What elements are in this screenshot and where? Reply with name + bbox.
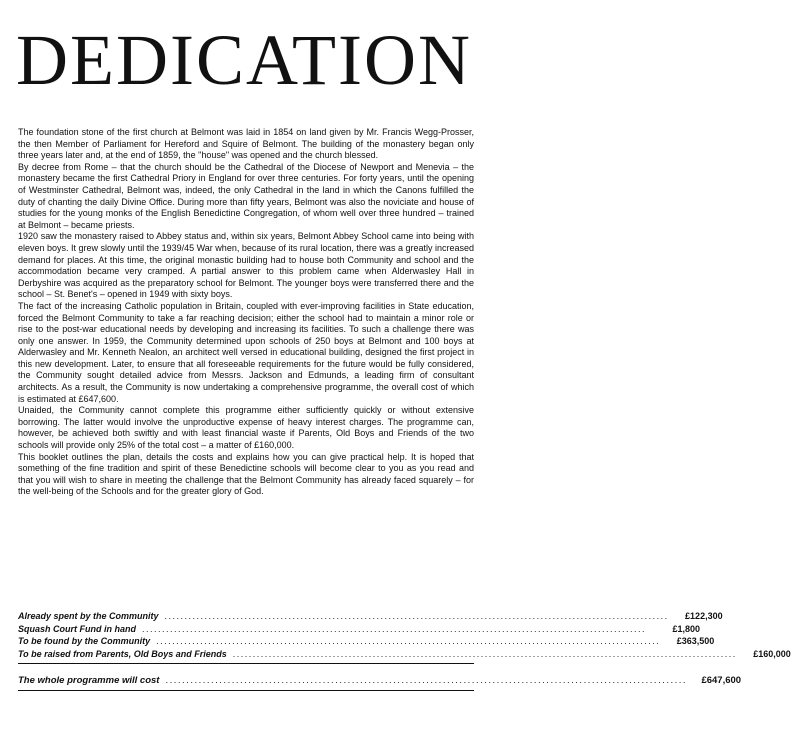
leader-dots: .............................................................................................................................. xyxy=(232,648,737,659)
paragraph: The foundation stone of the first church at Belmont was laid in 1854 on land given by Mr. Francis Wegg-Prosser, the then Member of Parliament for Hereford and Squire of Belmont. The building of the monastery began only three years later and, at the end of 1859, the "house" was opened and the church blessed. xyxy=(18,127,474,161)
cost-amount: £363,500 xyxy=(676,636,715,646)
cost-row xyxy=(18,648,791,661)
cost-amount: £122,300 xyxy=(685,611,723,621)
divider-top xyxy=(18,663,474,664)
leader-dots: .............................................................................................................................. xyxy=(164,611,669,621)
cost-label: Already spent by the Community xyxy=(18,611,159,621)
page-title: DEDICATION xyxy=(16,20,472,100)
leader-dots: .............................................................................................................................. xyxy=(156,636,661,646)
divider-bottom xyxy=(18,690,474,691)
paragraph: The fact of the increasing Catholic population in Britain, coupled with ever-improving facilities in State education, forced the Belmont Community to take a far reaching decision; either the school had to maintain a minor role or rise to the post-war educational needs by developing and increasing its facilities. To such a challenge there was only one answer. In 1959, the Community determined upon schools of 250 boys at Belmont and 100 boys at Alderwasley and Mr. Kenneth Nealon, an architect well versed in educational building, designed the first project in this new development. Later, to ensure that all foreseeable requirements for the future would be fully considered, the Community sought detailed advice from Messrs. Jackson and Edmunds, a leading firm of consultant architects. As a result, the Community is now undertaking a comprehensive programme, the overall cost of which is estimated at £647,600. xyxy=(18,300,474,404)
cost-table xyxy=(18,610,791,660)
total-amount: £647,600 xyxy=(701,675,742,686)
cost-row xyxy=(18,623,701,636)
cost-amount: £1,800 xyxy=(672,623,701,634)
total-row xyxy=(18,675,742,687)
leader-dots: .............................................................................................................................. xyxy=(165,675,688,686)
paragraph: 1920 saw the monastery raised to Abbey status and, within six years, Belmont Abbey School came into being with eleven boys. It grew slowly until the 1939/45 War when, because of its rural location, there was a greatly increased demand for places. At this time, the original monastic building had to house both Community and school and the accommodation became very cramped. A partial answer to this problem came when Alderwasley Hall in Derbyshire was acquired as the preparatory school for Belmont. The younger boys were transferred there and the school – St. Benet's – opened in 1949 with sixty boys. xyxy=(18,231,474,300)
cost-label: Squash Court Fund in hand xyxy=(18,623,136,634)
cost-row xyxy=(18,635,715,648)
cost-amount: £160,000 xyxy=(753,648,791,659)
body-text xyxy=(18,127,474,498)
cost-label: To be raised from Parents, Old Boys and Friends xyxy=(18,648,227,659)
paragraph: By decree from Rome – that the church should be the Cathedral of the Diocese of Newport and Menevia – the monastery became the first Cathedral Priory in England for over three centuries. For forty years, until the opening of Westminster Cathedral, Belmont was, indeed, the only Cathedral in the land in which the Canons fulfilled the duty of chanting the daily Divine Office. During more than fifty years, Belmont was also the noviciate and house of studies for the young monks of the English Benedictine Congregation, of whom well over three hundred – trained at Belmont – became priests. xyxy=(18,161,474,230)
cost-row xyxy=(18,610,723,623)
cost-label: To be found by the Community xyxy=(18,636,151,646)
total-row-container xyxy=(18,675,742,687)
leader-dots: .............................................................................................................................. xyxy=(142,623,647,634)
paragraph: This booklet outlines the plan, details the costs and explains how you can give practical help. It is hoped that something of the fine tradition and spirit of these Benedictine schools will become clear to you as you read and that you will wish to share in meeting the challenge that the Belmont Community has already faced squarely – for the well-being of the Schools and for the greater glory of God. xyxy=(18,451,474,497)
paragraph: Unaided, the Community cannot complete this programme either sufficiently quickly or without extensive borrowing. The latter would involve the unproductive expense of heavy interest charges. The programme can, however, be achieved both swiftly and with least financial waste if Parents, Old Boys and Friends of the two schools will provide only 25% of the total cost – a matter of £160,000. xyxy=(18,405,474,451)
total-label: The whole programme will cost xyxy=(18,675,160,686)
